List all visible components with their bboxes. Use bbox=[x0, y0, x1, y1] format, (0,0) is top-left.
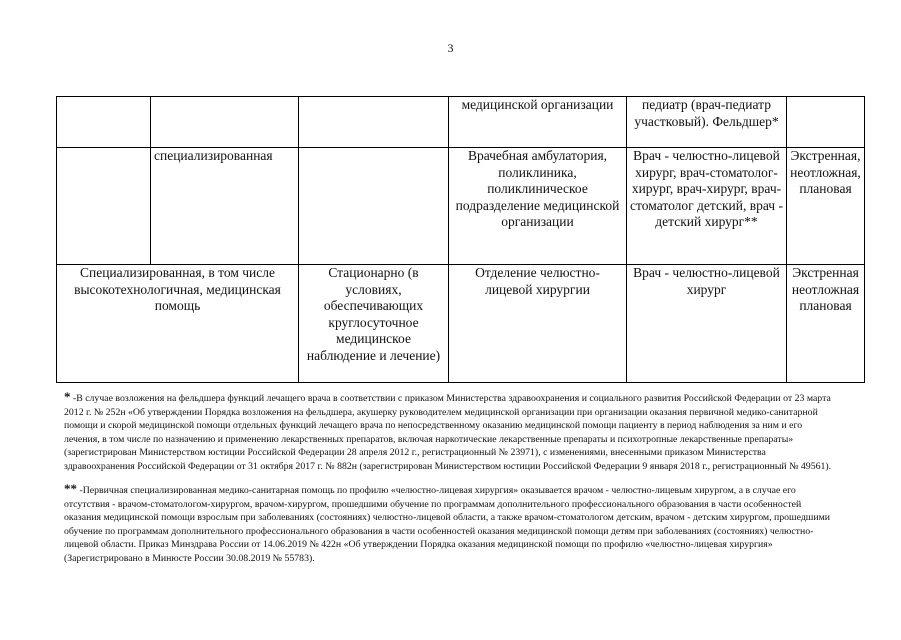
table-cell: Врач - челюстно-лицевой хирург, врач-стоматолог-хирург, врач-хирург, врач-стоматолог детский, врач - детский хирург** bbox=[627, 148, 787, 265]
table-cell bbox=[299, 148, 449, 265]
table-row bbox=[57, 97, 865, 148]
table-cell: специализированная bbox=[151, 148, 299, 265]
table-cell: Врач - челюстно-лицевой хирург bbox=[627, 265, 787, 383]
table-cell: медицинской организации bbox=[449, 97, 627, 148]
footnote-text: -Первичная специализированная медико-санитарная помощь по профилю «челюстно-лицевая хирургия» оказывается врачом - челюстно-лицевым хирургом, а в случае его отсутствия - врачом-стоматологом-хирургом, врачом-хирургом, прошедшими обучение по программам дополнительного профессионального образования в части особенностей оказания медицинской помощи взрослым при заболеваниях (состояниях) челюстно-лицевой области, а также врачом-стоматологом детским, врачом - детским хирургом, прошедшими обучение по программам дополнительного профессионального образования в части особенностей оказания медицинской помощи детям при заболеваниях (состояниях) челюстно-лицевой области. Приказ Минздрава России от 14.06.2019 № 422н «Об утверждении Порядка оказания медицинской помощи по профилю «челюстно-лицевая хирургия» (Зарегистрировано в Минюсте России 30.08.2019 № 55783). bbox=[64, 485, 831, 564]
table-cell bbox=[787, 97, 865, 148]
table-cell: Отделение челюстно-лицевой хирургии bbox=[449, 265, 627, 383]
footnote-mark: * bbox=[64, 389, 71, 404]
table-row bbox=[57, 148, 865, 265]
footnote-text: -В случае возложения на фельдшера функций лечащего врача в соответствии с приказом Министерства здравоохранения и социального развития Российской Федерации от 23 марта 2012 г. № 252н «Об утверждении Порядка возложения на фельдшера, акушерку руководителем медицинской организации при организации оказания первичной медико-санитарной помощи и скорой медицинской помощи отдельных функций лечащего врача по непосредственному оказанию медицинской помощи пациенту в период наблюдения за ним и его лечения, в том числе по назначению и применению лекарственных препаратов, включая наркотические лекарственные препараты и психотропные лекарственные препараты» (зарегистрирован Министерством юстиции Российской Федерации 28 апреля 2012 г., регистрационный № 23971), с изменениями, внесенными приказом Министерства здравоохранения Российской Федерации от 31 октября 2017 г. № 882н (зарегистрирован Министерством юстиции Российской Федерации 9 января 2018 г., регистрационный № 49561). bbox=[64, 393, 832, 472]
table-cell bbox=[151, 97, 299, 148]
table-cell: Экстренная неотложная плановая bbox=[787, 265, 865, 383]
table-cell: Стационарно (в условиях, обеспечивающих круглосуточное медицинское наблюдение и лечение) bbox=[299, 265, 449, 383]
table-cell: Врачебная амбулатория, поликлиника, поликлиническое подразделение медицинской организации bbox=[449, 148, 627, 265]
table-cell: Специализированная, в том числе высокотехнологичная, медицинская помощь bbox=[57, 265, 299, 383]
footnote-mark: ** bbox=[64, 481, 77, 496]
footnote bbox=[64, 390, 834, 473]
footnote bbox=[64, 482, 834, 565]
page-number: 3 bbox=[447, 41, 454, 55]
table-cell bbox=[299, 97, 449, 148]
table-cell: Экстренная, неотложная, плановая bbox=[787, 148, 865, 265]
table-row bbox=[57, 265, 865, 383]
table-cell bbox=[57, 97, 151, 148]
table-cell: педиатр (врач-педиатр участковый). Фельдшер* bbox=[627, 97, 787, 148]
table-cell bbox=[57, 148, 151, 265]
care-conditions-table bbox=[56, 96, 865, 383]
